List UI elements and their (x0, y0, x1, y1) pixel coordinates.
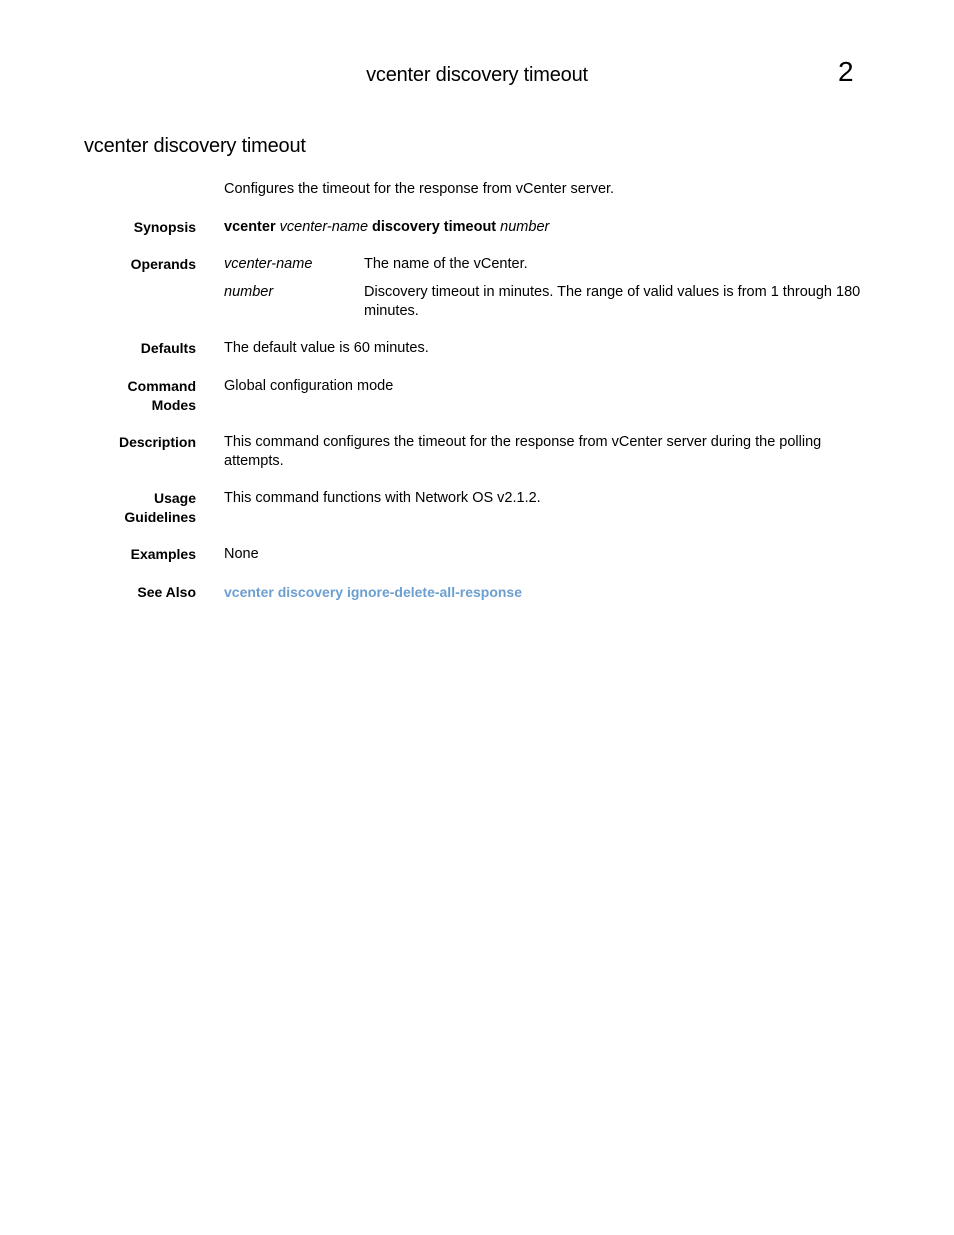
synopsis-argument: number (500, 219, 550, 235)
defaults-label: Defaults (140, 340, 196, 356)
command-modes-label-line: Modes (151, 397, 196, 413)
synopsis-command: discovery timeout (372, 219, 497, 235)
synopsis-command: vcenter (224, 219, 276, 235)
defaults-text: The default value is 60 minutes. (224, 340, 429, 356)
command-modes-text: Global configuration mode (224, 378, 394, 394)
running-header-title: vcenter discovery timeout (366, 64, 588, 86)
operand-description: The name of the vCenter. (364, 256, 528, 272)
operand-description: Discovery timeout in minutes. The range of valid values is from 1 through 180 minutes. (364, 284, 861, 319)
examples-text: None (224, 546, 259, 562)
command-modes-label (76, 377, 196, 415)
operand-name: number (224, 284, 274, 300)
usage-label-line: Usage (153, 490, 196, 506)
section-intro: Configures the timeout for the response from vCenter server. (224, 181, 615, 197)
see-also-link[interactable]: vcenter discovery ignore-delete-all-response (224, 584, 522, 600)
see-also-content (224, 583, 874, 603)
operands-label: Operands (130, 256, 196, 272)
chapter-number: 2 (838, 56, 854, 87)
usage-label-line: Guidelines (124, 509, 196, 525)
synopsis-label: Synopsis (133, 219, 196, 235)
description-label: Description (118, 434, 196, 450)
synopsis-text (224, 218, 874, 237)
synopsis-argument: vcenter-name (279, 219, 369, 235)
examples-label: Examples (130, 546, 196, 562)
section-title: vcenter discovery timeout (84, 135, 306, 157)
operand-name: vcenter-name (224, 256, 313, 272)
command-modes-label-line: Command (127, 378, 196, 394)
usage-text: This command functions with Network OS v2.1.2. (224, 490, 541, 506)
description-text: This command configures the timeout for the response from vCenter server during the polling attempts. (224, 434, 822, 469)
see-also-label: See Also (137, 584, 196, 600)
usage-label (76, 489, 196, 527)
